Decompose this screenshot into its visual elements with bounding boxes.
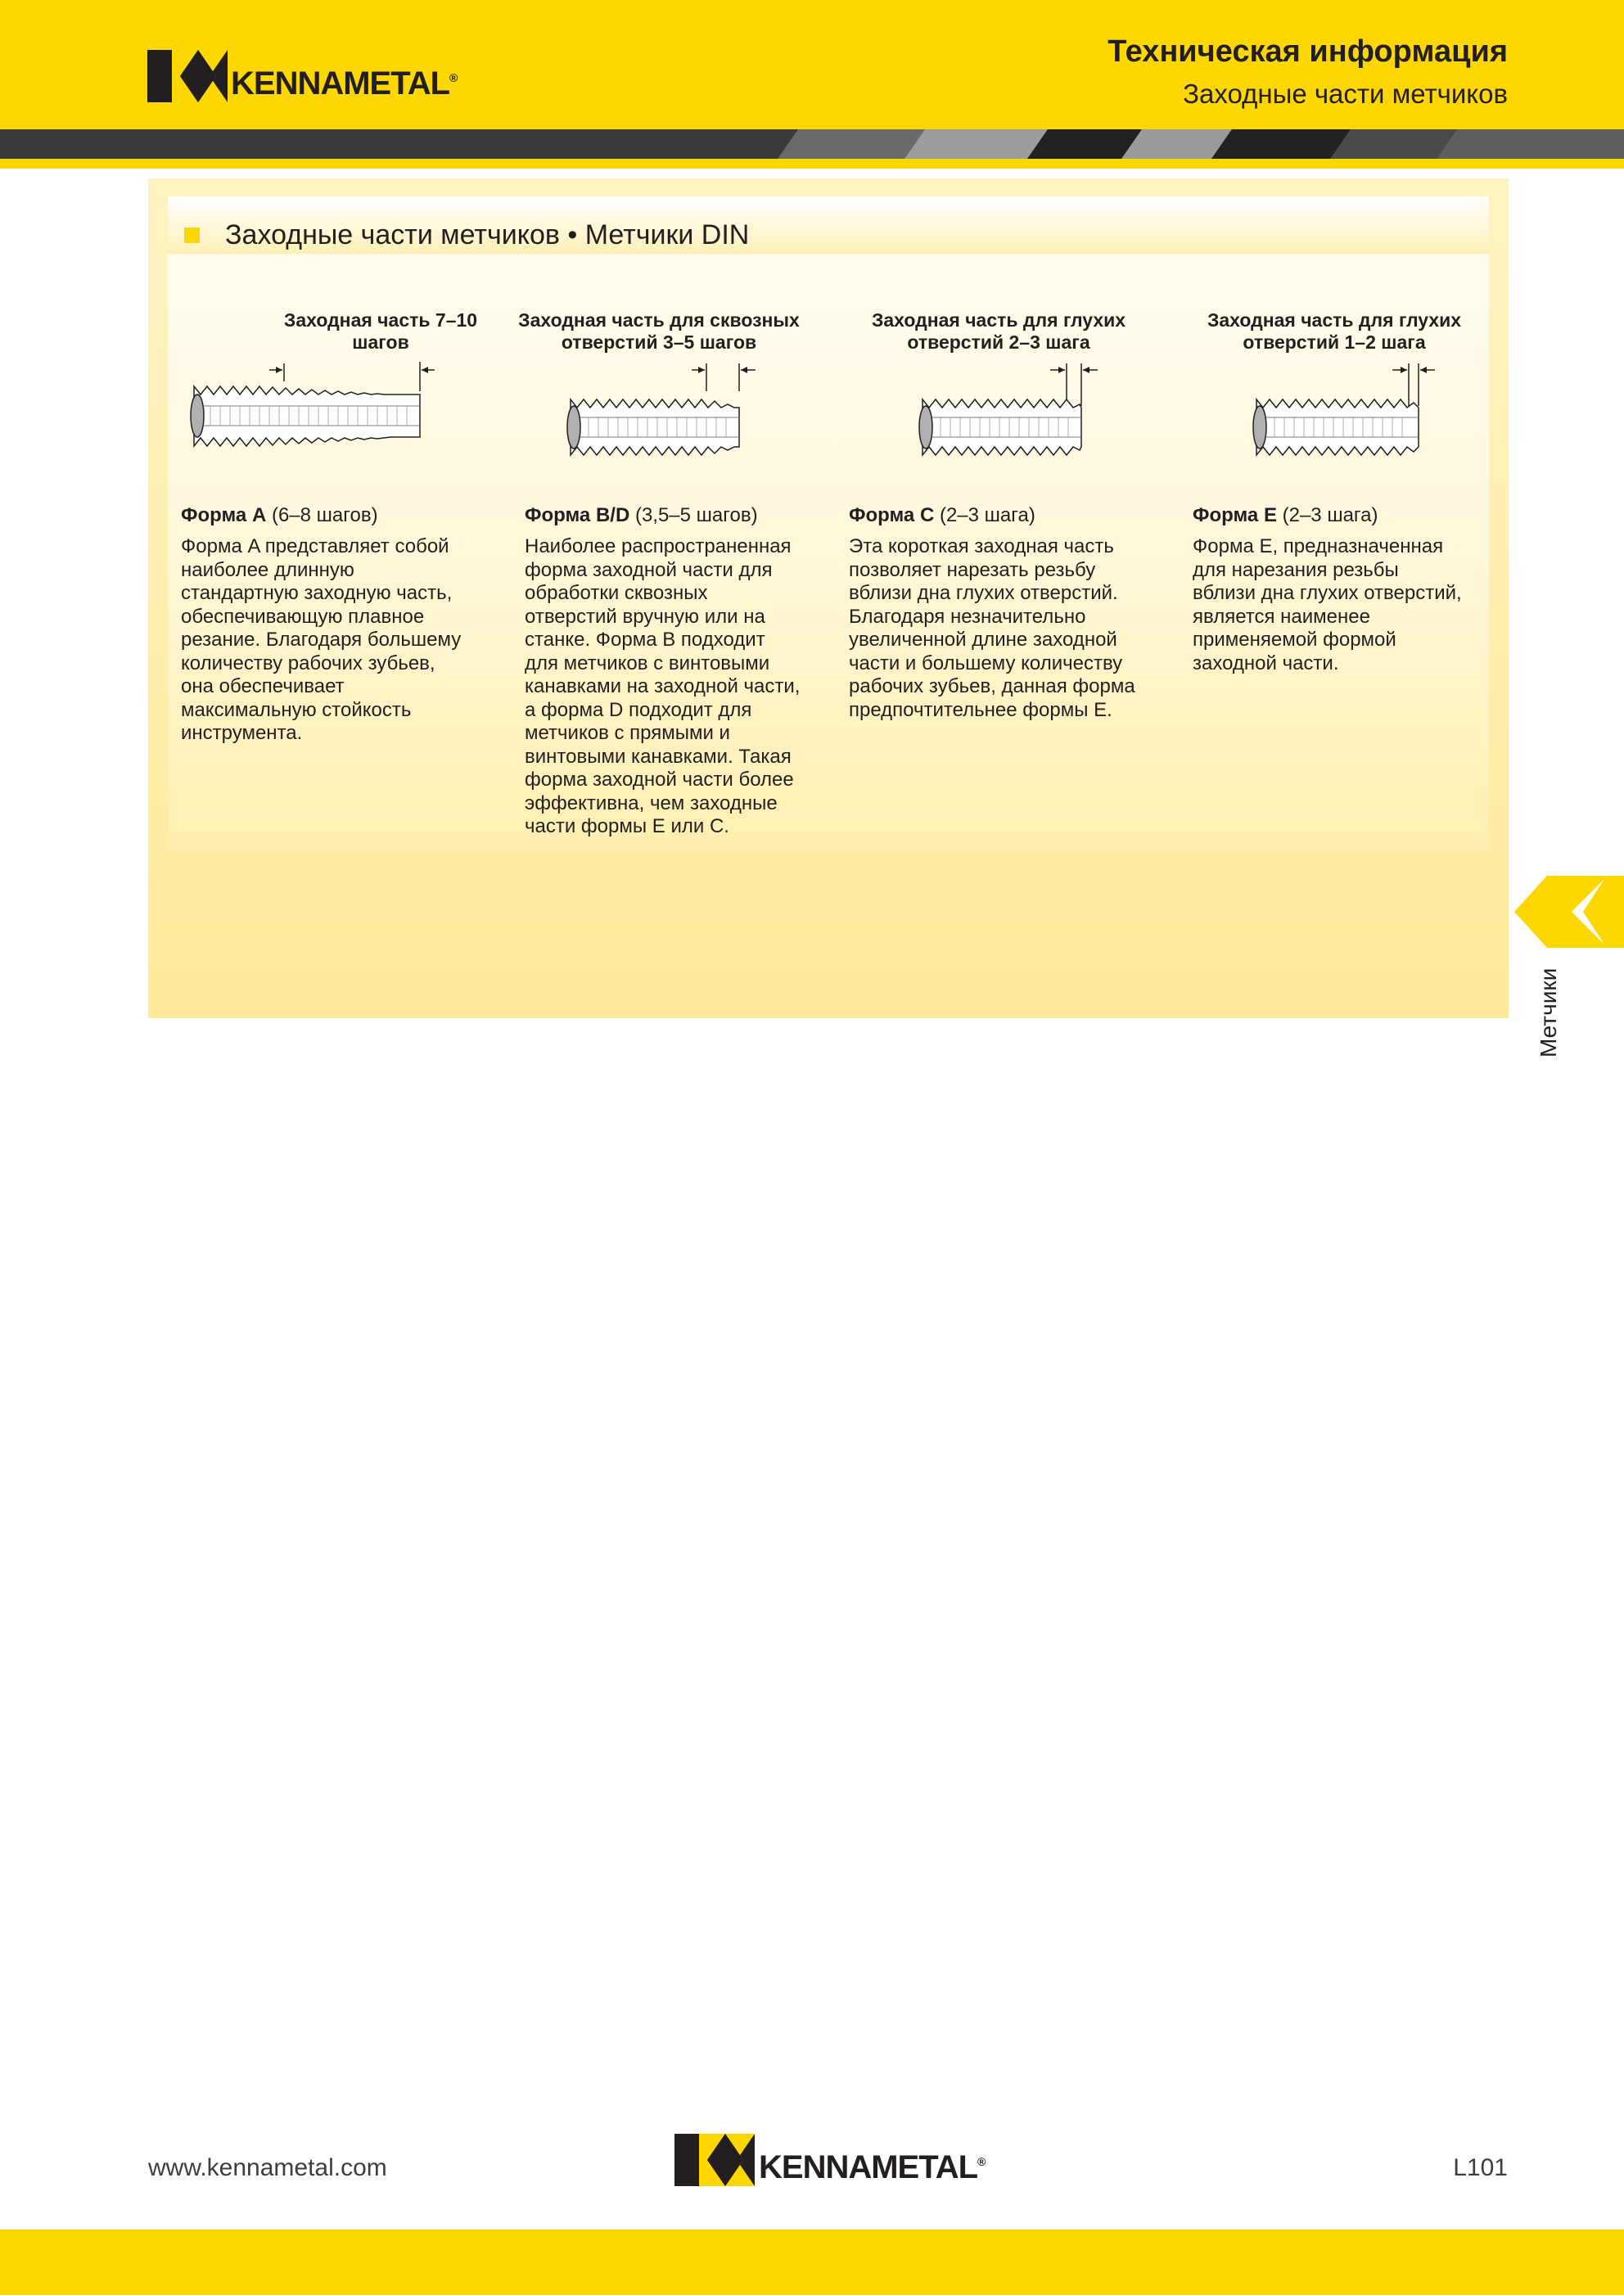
form-heading-c (849, 504, 1035, 527)
footer-bar (0, 2230, 1624, 2295)
content-panel (148, 178, 1509, 1018)
trademark-symbol: ® (449, 70, 458, 84)
figure-label-c: Заходная часть для глухих отверстий 2–3 шага (871, 309, 1126, 353)
header-subtitle: Заходные части метчиков (1183, 79, 1508, 109)
tap-chamfer-diagram-e (1245, 357, 1458, 471)
title-bullet-square (184, 228, 200, 243)
trademark-symbol: ® (977, 2154, 986, 2168)
kennametal-k-icon (147, 50, 228, 102)
form-heading-a (181, 504, 378, 527)
panel-inner (168, 196, 1489, 851)
panel-titlebar (168, 196, 1489, 254)
tap-chamfer-diagram-c (911, 357, 1124, 471)
form-pitch-e: (2–3 шага) (1276, 504, 1378, 526)
form-description-bd: Наиболее распространенная форма заходной части для обработки сквозных отверстий вручную или на станке. Форма B подходит для метчиков с винтовыми канавками на заходной части, а форма D подходит для метчиков с прямыми и винтовыми канавками. Такая форма заходной части более эффективна, чем заходные части формы E или C. (525, 535, 801, 837)
form-pitch-c: (2–3 шага) (934, 504, 1035, 526)
panel-title: Заходные части метчиков • Метчики DIN (225, 219, 750, 250)
figure-label-bd: Заходная часть для сквозных отверстий 3–5 шагов (518, 309, 800, 353)
form-name-c: Форма C (849, 504, 935, 526)
page-number: L101 (1453, 2154, 1508, 2181)
kennametal-logo-header (147, 49, 458, 102)
form-pitch-a: (6–8 шагов) (266, 504, 378, 526)
section-tab-chevron-icon[interactable] (1514, 876, 1624, 948)
kennametal-k-icon (674, 2134, 756, 2186)
form-name-e: Форма E (1193, 504, 1277, 526)
kennametal-logo-footer (674, 2133, 986, 2186)
form-name-a: Форма A (181, 504, 267, 526)
header-title: Техническая информация (1107, 34, 1508, 69)
brand-name: KENNAMETAL (759, 2149, 978, 2185)
stripe-yellow-line (0, 159, 1624, 169)
form-description-e: Форма E, предназначенная для нарезания резьбы вблизи дна глухих отверстий, является наименее применяемой формой заходной части. (1193, 535, 1462, 674)
footer-url[interactable]: www.kennametal.com (148, 2154, 387, 2181)
form-description-a: Форма A представляет собой наиболее длинную стандартную заходную часть, обеспечивающую плавное резание. Благодаря большему количеству рабочих зубьев, она обеспечивает максимальную стойкость инструмента. (181, 535, 462, 744)
figure-label-e: Заходная часть для глухих отверстий 1–2 шага (1207, 309, 1462, 353)
form-name-bd: Форма B/D (525, 504, 630, 526)
tap-chamfer-diagram-a (183, 350, 444, 473)
stripe-pattern (0, 129, 1624, 159)
form-description-c: Эта короткая заходная часть позволяет нарезать резьбу вблизи дна глухих отверстий. Благодаря незначительно увеличенной длине заходной части и большему количеству рабочих зубьев, данная форма предпочтительнее формы E. (849, 535, 1135, 721)
form-heading-e (1193, 504, 1378, 527)
form-pitch-bd: (3,5–5 шагов) (629, 504, 758, 526)
section-tab-label[interactable]: Метчики (1536, 967, 1561, 1057)
brand-name: KENNAMETAL (231, 65, 450, 101)
decorative-stripe (0, 129, 1624, 159)
form-heading-bd (525, 504, 758, 527)
figure-label-a: Заходная часть 7–10 шагов (283, 309, 478, 353)
tap-chamfer-diagram-bd (559, 357, 780, 471)
